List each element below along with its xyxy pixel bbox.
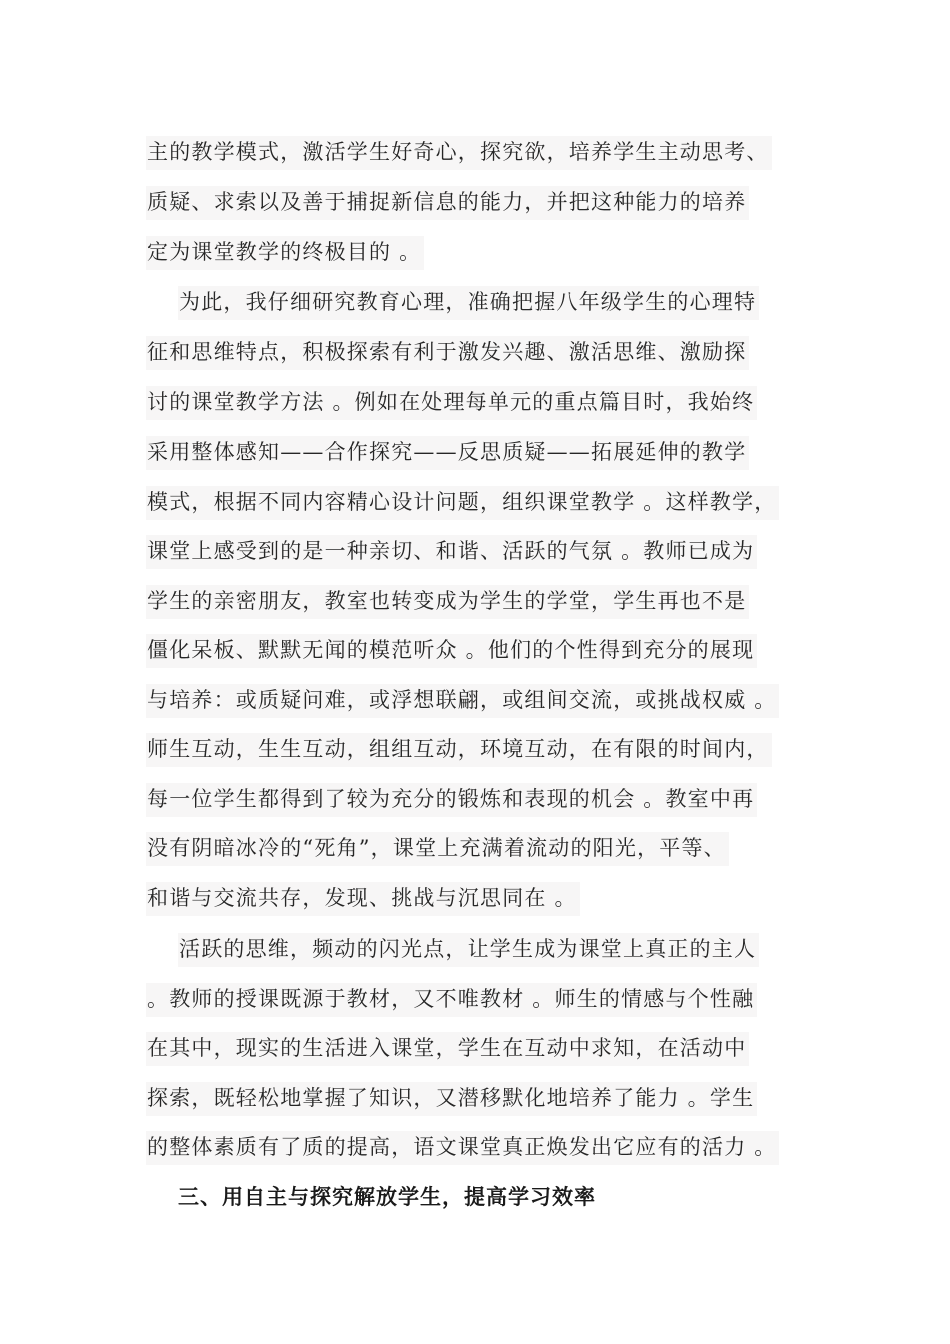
text-span: 僵化呆板、默默无闻的模范听众 。他们的个性得到充分的展现	[146, 634, 757, 668]
section-heading: 三、用自主与探究解放学生，提高学习效率	[178, 1185, 596, 1209]
text-span: 师生互动，生生互动，组组互动，环境互动，在有限的时间内，	[146, 733, 772, 767]
text-line	[146, 583, 749, 619]
text-span: 为此，我仔细研究教育心理，准确把握八年级学生的心理特	[178, 286, 759, 320]
text-line	[146, 830, 729, 866]
text-span: 在其中，现实的生活进入课堂，学生在互动中求知，在活动中	[146, 1032, 749, 1066]
text-span: 每一位学生都得到了较为充分的锻炼和表现的机会 。教室中再	[146, 783, 757, 817]
text-span: 的整体素质有了质的提高，语文课堂真正焕发出它应有的活力 。	[146, 1131, 779, 1165]
text-line	[146, 880, 580, 916]
text-line	[146, 484, 779, 520]
text-line	[146, 384, 757, 420]
text-line	[146, 632, 757, 668]
text-span: 没有阴暗冰冷的“死角”，课堂上充满着流动的阳光，平等、	[146, 832, 729, 866]
text-line	[146, 1129, 779, 1165]
text-span: 征和思维特点，积极探索有利于激发兴趣、激活思维、激励探	[146, 336, 749, 370]
text-span: 模式，根据不同内容精心设计问题，组织课堂教学 。这样教学，	[146, 486, 779, 520]
text-span: 主的教学模式，激活学生好奇心，探究欲，培养学生主动思考、	[146, 136, 772, 170]
text-span: 。教师的授课既源于教材，又不唯教材 。师生的情感与个性融	[146, 983, 757, 1017]
text-span: 定为课堂教学的终极目的 。	[146, 236, 424, 270]
text-line	[146, 184, 749, 220]
text-span: 采用整体感知——合作探究——反思质疑——拓展延伸的教学	[146, 436, 749, 470]
text-line	[178, 931, 759, 967]
text-line	[178, 284, 759, 320]
text-line	[146, 981, 757, 1017]
text-line	[146, 334, 749, 370]
text-span: 讨的课堂教学方法 。例如在处理每单元的重点篇目时，我始终	[146, 386, 757, 420]
text-span: 活跃的思维，频动的闪光点，让学生成为课堂上真正的主人	[178, 933, 759, 967]
text-line	[146, 781, 757, 817]
text-span: 和谐与交流共存，发现、挑战与沉思同在 。	[146, 882, 580, 916]
text-span: 与培养：或质疑问难，或浮想联翩，或组间交流，或挑战权威 。	[146, 684, 779, 718]
text-line	[146, 731, 772, 767]
text-line	[146, 533, 757, 569]
text-span: 学生的亲密朋友，教室也转变成为学生的学堂，学生再也不是	[146, 585, 749, 619]
text-line	[146, 1030, 749, 1066]
text-line	[146, 134, 772, 170]
text-line	[146, 1080, 757, 1116]
text-span: 质疑、求索以及善于捕捉新信息的能力，并把这种能力的培养	[146, 186, 749, 220]
text-line	[146, 434, 749, 470]
text-span: 课堂上感受到的是一种亲切、和谐、活跃的气氛 。教师已成为	[146, 535, 757, 569]
text-span: 探索，既轻松地掌握了知识，又潜移默化地培养了能力 。学生	[146, 1082, 757, 1116]
text-line	[146, 234, 424, 270]
text-line	[146, 682, 779, 718]
